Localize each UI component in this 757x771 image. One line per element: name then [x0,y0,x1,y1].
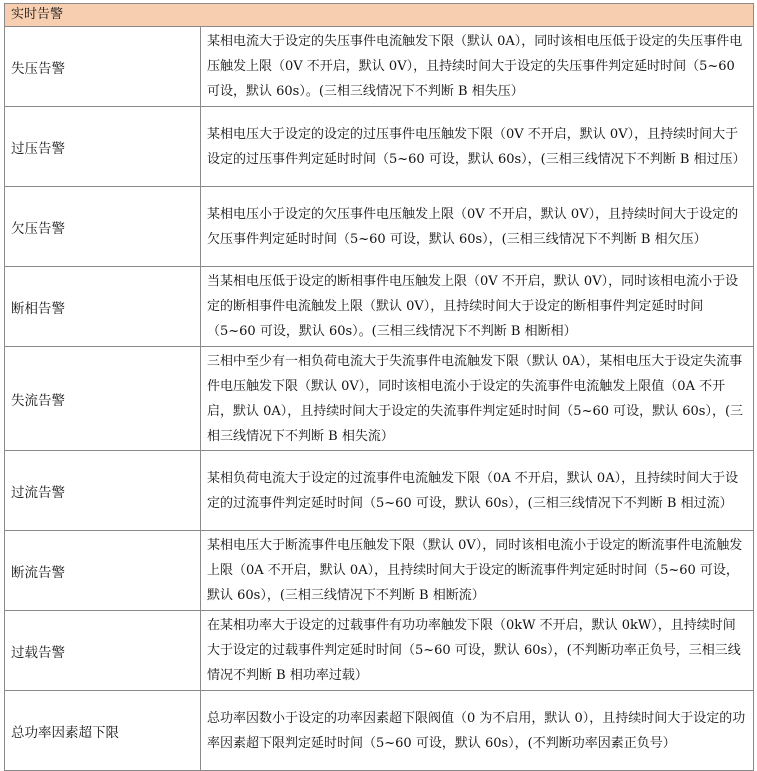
table-row [5,347,754,451]
alarm-description: 某相电压大于设定的设定的过压事件电压触发下限（0V 不开启，默认 0V），且持续时间大于设定的过压事件判定延时时间（5~60 可设，默认 60s），(三相三线情况下不判断 B 相过压） [201,107,754,187]
alarm-description: 某相电流大于设定的失压事件电流触发下限（默认 0A），同时该相电压低于设定的失压事件电压触发上限（0V 不开启，默认 0V），且持续时间大于设定的失压事件判定延时时间（5~60 可设，默认 60s）。(三相三线情况下不判断 B 相失压） [201,27,754,107]
alarm-name: 失流告警 [5,347,201,451]
table-row [5,611,754,691]
alarm-name: 总功率因素超下限 [5,691,201,771]
alarm-description: 总功率因数小于设定的功率因素超下限阀值（0 为不启用，默认 0），且持续时间大于设定的功率因素超下限判定延时时间（5~60 可设，默认 60s），(不判断功率因素正负号） [201,691,754,771]
alarm-table-container [4,3,753,771]
alarm-description: 三相中至少有一相负荷电流大于失流事件电流触发下限（默认 0A），某相电压大于设定失流事件电压触发下限（默认 0V），同时该相电流小于设定的失流事件电流触发上限值（0A 不开启，默认 0A），且持续时间大于设定的失流事件判定延时时间（5~60 可设，默认 60s），(三相三线情况下不判断 B 相失流） [201,347,754,451]
alarm-name: 过载告警 [5,611,201,691]
table-row [5,451,754,531]
alarm-description: 某相负荷电流大于设定的过流事件电流触发下限（0A 不开启，默认 0A），且持续时间大于设定的过流事件判定延时时间（5~60 可设，默认 60s），(三相三线情况下不判断 B 相过流） [201,451,754,531]
alarm-name: 断流告警 [5,531,201,611]
table-row [5,531,754,611]
table-row [5,187,754,267]
table-header: 实时告警 [5,4,754,27]
table-row [5,267,754,347]
alarm-description: 当某相电压低于设定的断相事件电压触发上限（0V 不开启，默认 0V），同时该相电流小于设定的断相事件电流触发上限（默认 0V），且持续时间大于设定的断相事件判定延时时间（5~60 可设，默认 60s）。(三相三线情况下不判断 B 相断相） [201,267,754,347]
alarm-name: 欠压告警 [5,187,201,267]
alarm-table [4,3,754,771]
table-row [5,27,754,107]
table-header-row [5,4,754,27]
alarm-name: 断相告警 [5,267,201,347]
alarm-name: 过压告警 [5,107,201,187]
alarm-name: 失压告警 [5,27,201,107]
alarm-description: 某相电压小于设定的欠压事件电压触发上限（0V 不开启，默认 0V），且持续时间大于设定的欠压事件判定延时时间（5~60 可设，默认 60s），(三相三线情况下不判断 B 相欠压） [201,187,754,267]
table-row [5,107,754,187]
alarm-name: 过流告警 [5,451,201,531]
table-row [5,691,754,771]
alarm-description: 某相电压大于断流事件电压触发下限（默认 0V），同时该相电流小于设定的断流事件电流触发上限（0A 不开启，默认 0A），且持续时间大于设定的断流事件判定延时时间（5~60 可设，默认 60s），(三相三线情况下不判断 B 相断流） [201,531,754,611]
alarm-description: 在某相功率大于设定的过载事件有功功率触发下限（0kW 不开启，默认 0kW），且持续时间大于设定的过载事件判定延时时间（5~60 可设，默认 60s），(不判断功率正负号，三相三线情况不判断 B 相功率过载） [201,611,754,691]
